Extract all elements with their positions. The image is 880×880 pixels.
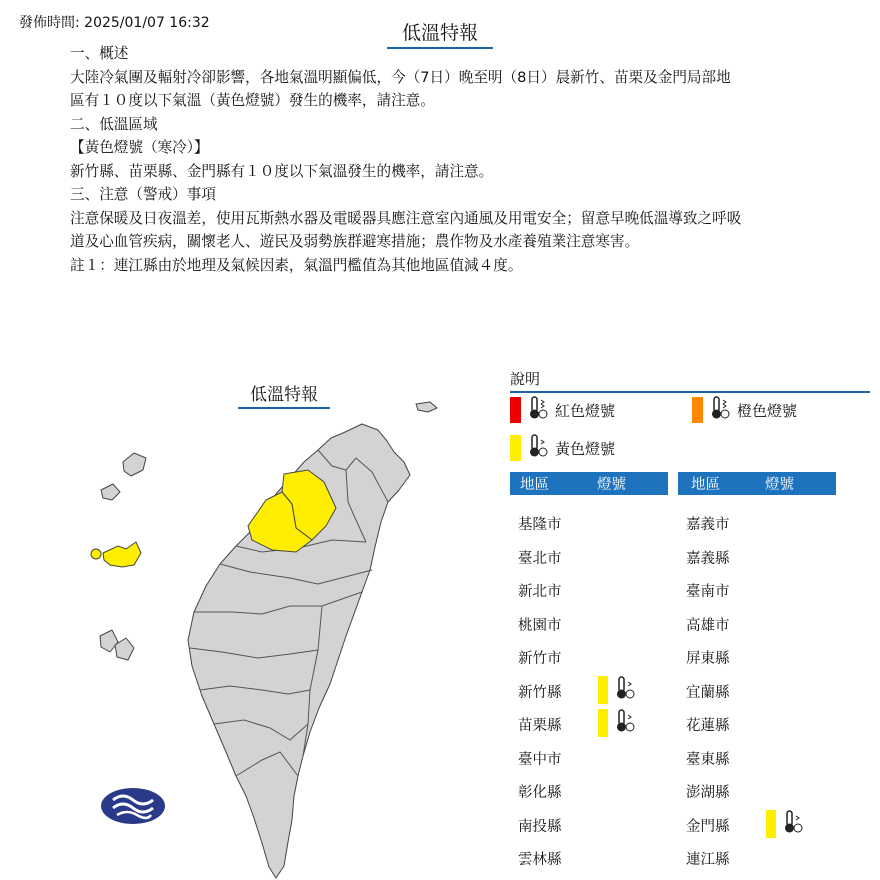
matsu-island xyxy=(416,402,437,412)
red-swatch xyxy=(510,397,521,423)
region-name: 彰化縣 xyxy=(518,785,562,801)
thermometer-icon xyxy=(614,708,636,738)
section-heading-areas: 二、低溫區域 xyxy=(70,115,158,133)
thermometer-icon xyxy=(782,809,804,839)
table-header-left xyxy=(510,472,668,495)
advisory-text xyxy=(70,42,830,277)
region-name: 臺中市 xyxy=(518,751,562,768)
yellow-swatch xyxy=(598,676,608,704)
yellow-swatch xyxy=(766,810,776,838)
map-title: 低溫特報 xyxy=(238,380,330,409)
page-title: 低溫特報 xyxy=(387,18,493,49)
orange-swatch xyxy=(692,397,703,423)
legend-title: 說明 xyxy=(510,368,870,393)
header-signal: 燈號 xyxy=(597,477,626,493)
region-name: 澎湖縣 xyxy=(686,785,730,801)
overview-line-1: 大陸冷氣團及輻射冷卻影響，各地氣溫明顯偏低，今（7日）晚至明（8日）晨新竹、苗栗及金門局部地 xyxy=(70,68,731,86)
areas-line: 新竹縣、苗栗縣、金門縣有１０度以下氣溫發生的機率，請注意。 xyxy=(70,162,494,180)
region-name: 嘉義縣 xyxy=(686,550,730,567)
thermometer-icon xyxy=(527,433,549,463)
yellow-signal-heading: 【黃色燈號（寒冷）】 xyxy=(70,139,209,156)
legend-red xyxy=(510,395,615,425)
overview-line-2: 區有１０度以下氣溫（黃色燈號）發生的機率，請注意。 xyxy=(70,92,435,109)
region-name: 宜蘭縣 xyxy=(686,684,730,701)
thermometer-icon xyxy=(527,395,549,425)
signal-marker xyxy=(766,809,804,839)
region-name: 苗栗縣 xyxy=(518,718,562,734)
table-header-right xyxy=(678,472,836,495)
matsu-island xyxy=(123,453,146,476)
precautions-line-1: 注意保暖及日夜溫差，使用瓦斯熱水器及電暖器具應注意室內通風及用電安全；留意早晚低溫導致之呼吸 xyxy=(70,209,742,227)
region-name: 新北市 xyxy=(518,584,562,600)
legend-label-yellow: 黃色燈號 xyxy=(555,439,616,458)
signal-marker xyxy=(598,708,636,738)
header-signal: 燈號 xyxy=(765,477,794,493)
yellow-swatch xyxy=(510,435,521,461)
cwa-logo xyxy=(101,788,165,824)
section-heading-precautions: 三、注意（警戒）事項 xyxy=(70,186,216,203)
header-region: 地區 xyxy=(691,477,720,493)
region-name: 高雄市 xyxy=(686,617,730,634)
region-name: 臺南市 xyxy=(686,584,730,600)
region-name: 新竹市 xyxy=(518,651,562,667)
region-name: 嘉義市 xyxy=(686,517,730,533)
taiwan-map xyxy=(80,395,460,880)
thermometer-icon xyxy=(709,395,731,425)
region-name: 臺東縣 xyxy=(686,751,730,768)
yellow-swatch xyxy=(598,709,608,737)
legend-yellow xyxy=(510,433,615,463)
footnote: 註１：連江縣由於地理及氣候因素，氣溫門檻值為其他地區值減４度。 xyxy=(70,256,523,274)
matsu-island xyxy=(101,484,120,500)
region-name: 臺北市 xyxy=(518,550,562,567)
kinmen-island xyxy=(103,542,141,567)
legend-label-red: 紅色燈號 xyxy=(555,401,616,420)
region-name: 基隆市 xyxy=(518,517,562,533)
region-name: 桃園市 xyxy=(518,617,562,634)
section-heading-overview: 一、概述 xyxy=(70,45,129,62)
issue-time: 發佈時間: 2025/01/07 16:32 xyxy=(19,15,210,31)
signal-marker xyxy=(598,675,636,705)
region-name: 屏東縣 xyxy=(686,651,730,667)
region-name: 連江縣 xyxy=(686,852,730,868)
region-name: 新竹縣 xyxy=(518,684,562,701)
thermometer-icon xyxy=(614,675,636,705)
region-name: 南投縣 xyxy=(518,818,562,835)
region-name: 花蓮縣 xyxy=(686,718,730,734)
precautions-line-2: 道及心血管疾病，關懷老人、遊民及弱勢族群避寒措施；農作物及水產養殖業注意寒害。 xyxy=(70,233,640,250)
legend-orange xyxy=(692,395,797,425)
kinmen-islet xyxy=(91,549,101,559)
header-region: 地區 xyxy=(520,477,549,493)
legend-label-orange: 橙色燈號 xyxy=(737,401,798,420)
region-name: 金門縣 xyxy=(686,818,730,835)
region-name: 雲林縣 xyxy=(518,852,562,868)
